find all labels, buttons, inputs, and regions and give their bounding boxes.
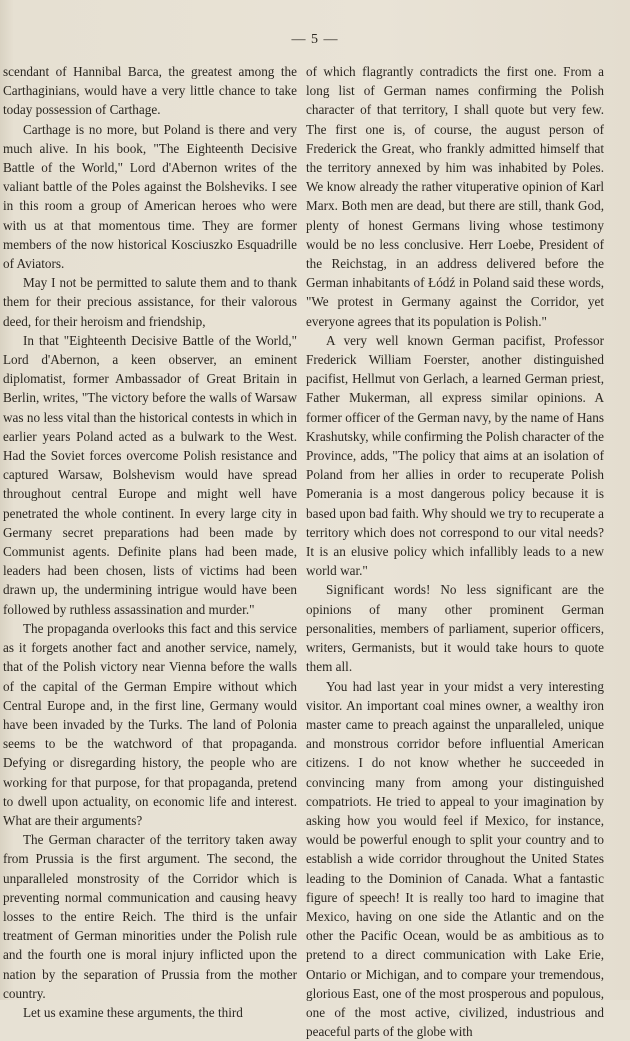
paragraph: Significant words! No less significant are the opinions of many other prominent German personalities, members of parliament, superior officers, writers, Germanists, but it would take hours to quote them all. bbox=[306, 580, 604, 676]
paragraph: of which flagrantly contradicts the first one. From a long list of German names confirming the Polish character of that territory, I shall quote but very few. The first one is, of course, the august person of Frederick the Great, who frankly admitted himself that the territory annexed by him was inhabited by Poles. We know already the rather vituperative opinion of Karl Marx. Both men are dead, but there are still, thank God, plenty of honest Germans living whose testimony would be no less conclusive. Herr Loebe, President of the Reichstag, in an address delivered before the German inhabitants of Łódź in Poland said these words, "We protest in Germany against the Corridor, yet everyone agrees that its population is Polish." bbox=[306, 62, 604, 331]
paragraph: scendant of Hannibal Barca, the greatest among the Carthaginians, would have a very little chance to take today possession of Carthage. bbox=[3, 62, 297, 120]
paragraph: A very well known German pacifist, Professor Frederick William Foerster, another distinguished pacifist, Hellmut von Gerlach, a learned German priest, Father Mukerman, all express similar opinions. A former officer of the German navy, by the name of Hans Krashutsky, while confirming the Polish character of the Province, adds, "The policy that aims at an isolation of Poland from her allies in order to recuperate Polish Pomerania is a most dangerous policy because it is based upon bad faith. Why should we try to recuperate a territory which does not correspond to our vital needs? It is an elusive policy which infallibly leads to a new world war." bbox=[306, 331, 604, 581]
page-number: — 5 — bbox=[0, 32, 630, 48]
paragraph: Let us examine these arguments, the third bbox=[3, 1003, 297, 1022]
paragraph: The propaganda overlooks this fact and this service as it forgets another fact and another service, namely, that of the Polish victory near Vienna before the walls of the capital of the German Empire without which Central Europe and, in the first line, Germany would have been invaded by the Turks. The land of Polonia seems to be the watchword of that propaganda. Defying or disregarding history, the people who are working for that purpose, for that propaganda, pretend to dwell upon actuality, on economic life and interest. What are their arguments? bbox=[3, 619, 297, 830]
paragraph: Carthage is no more, but Poland is there and very much alive. In his book, "The Eighteenth Decisive Battle of the World," Lord d'Abernon writes of the valiant battle of the Poles against the Bolsheviks. I see in this room a group of American heroes who were with us at that momentous time. They are former members of the now historical Kosciuszko Esquadrille of Aviators. bbox=[3, 120, 297, 274]
paragraph: You had last year in your midst a very interesting visitor. An important coal mines owner, a wealthy iron master came to preach against the unparalleled, unique and monstrous corridor before influential American citizens. I do not know whether he succeeded in convincing many from among your distinguished compatriots. He tried to appeal to your imagination by asking how you would feel if Mexico, for instance, would be powerful enough to split your country and to establish a wide corridor throughout the United States leading to the Dominion of Canada. What a fantastic figure of speech! It is really too hard to imagine that Mexico, having on one side the Atlantic and on the other the Pacific Ocean, would be as ambitious as to pretend to a direct communication with Lake Erie, Ontario or Michigan, and to compare your tremendous, glorious East, one of the most prosperous and populous, one of the most active, civilized, industrious and peaceful parts of the globe with bbox=[306, 677, 604, 1041]
paragraph: In that "Eighteenth Decisive Battle of the World," Lord d'Abernon, a keen observer, an eminent diplomatist, former Ambassador of Great Britain in Berlin, writes, "The victory before the walls of Warsaw was no less vital than the historical contests in which in earlier years Poland acted as a bulwark to the West. Had the Soviet forces overcome Polish resistance and captured Warsaw, Bolshevism would have spread throughout central Europe and might well have penetrated the whole continent. In every large city in Germany secret preparations had been made by Communist agents. Definite plans had been made, leaders had been chosen, lists of victims had been drawn up, the undermining intrigue would have been followed by ruthless assassination and murder." bbox=[3, 331, 297, 619]
left-column bbox=[3, 62, 297, 1022]
paragraph: May I not be permitted to salute them and to thank them for their precious assistance, for their valorous deed, for their heroism and friendship, bbox=[3, 273, 297, 331]
right-column bbox=[306, 62, 604, 1041]
paragraph: The German character of the territory taken away from Prussia is the first argument. The second, the unparalleled monstrosity of the Corridor which is preventing normal communication and causing heavy losses to the entire Reich. The third is the unfair treatment of German minorities under the Polish rule and the fourth one is moral injury inflicted upon the nation by the separation of Prussia from the mother country. bbox=[3, 830, 297, 1003]
